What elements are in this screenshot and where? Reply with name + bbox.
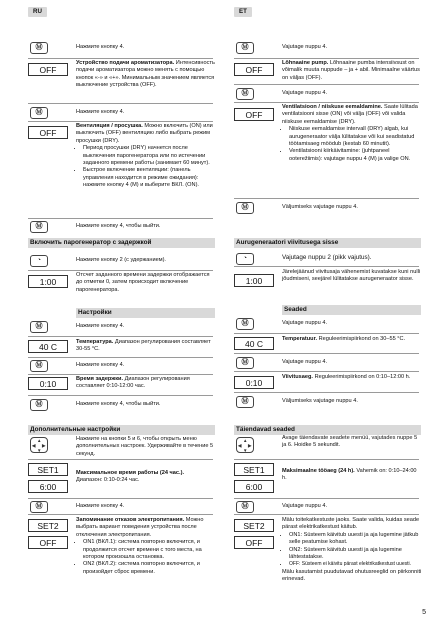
ru-settings-header: Настройки: [76, 308, 215, 318]
four-buttons-icon: ▲ ◀ ▶ ▼: [30, 437, 48, 453]
page-number: 5: [422, 608, 426, 616]
ru-step-exit: Нажмите кнопку 4, чтобы выйти.: [76, 401, 161, 407]
et-display-off: OFF: [234, 108, 274, 121]
m-button-icon: Ⓜ: [236, 318, 254, 330]
m-button-icon: Ⓜ: [236, 202, 254, 214]
ru-display-temp: 40 C: [28, 340, 68, 353]
m-button-icon: Ⓜ: [30, 321, 48, 333]
et-display-max-time: 6:00: [234, 480, 274, 493]
ru-ventilation-desc: Можно включить (ON) или выключить (OFF) вентиляцию либо выбрать режим просушки (DRY).: [76, 123, 213, 144]
ru-step-press-4: Нажмите кнопку 4.: [76, 362, 125, 368]
et-fragrance-pump-title: Lõhnaaine pump.: [282, 60, 329, 66]
ru-delay-desc: Отсчет заданного времени задержки отображается до отметки 0, затем происходит включение парогенератора.: [76, 272, 210, 293]
m-button-icon: Ⓜ: [30, 399, 48, 411]
ru-section-delay-header: Включить парогенератор с задержкой: [28, 238, 215, 248]
et-max-time-title: Maksimaalne tööaeg (24 h).: [282, 468, 355, 474]
et-display-set1: SET1: [234, 463, 274, 476]
ru-section-extra-header: Дополнительные настройки: [28, 425, 215, 435]
ru-temperature-text: [76, 339, 216, 354]
ru-display-off: OFF: [28, 63, 68, 76]
ru-max-time-desc: Диапазон: 0:10-0:24 час.: [76, 477, 140, 484]
et-temperature-title: Temperatuur.: [282, 336, 318, 342]
list-item: • ON1: Süsteem käivitub uuesti ja aja lugemine jätkub selle peatumise kohast.: [289, 532, 422, 547]
et-settings-header: Seaded: [282, 305, 421, 315]
ru-temperature-title: Температура.: [76, 339, 114, 345]
ru-step-press-4: Нажмите кнопку 4.: [76, 503, 125, 509]
ru-delay-time-title: Время задержки.: [76, 376, 124, 382]
ru-max-time-text: [76, 470, 216, 485]
ru-delay-time-desc: Диапазон регулирования составляет 0:10-12:00 час.: [76, 376, 190, 390]
ru-fragrance-pump-desc: Интенсивность подачи ароматизатора можно менять с помощью кнопок «-» и «+». Минимальным значением является выключение устройства (OFF).: [76, 60, 215, 89]
ru-display-set1: SET1: [28, 463, 68, 476]
et-power-memory-note: Mälu kasutamist puudutavad ohutusreeglid on piirkonniti erinevad.: [282, 568, 422, 582]
et-display-set2: SET2: [234, 519, 274, 532]
four-buttons-icon: ▲ ◀ ▶ ▼: [236, 437, 254, 453]
ru-column: [28, 0, 218, 631]
et-ventilation-desc: Saate lülitada ventilatsiooni sisse (ON) või välja (OFF) või valida niiskuse eemaldamise (DRY).: [282, 104, 418, 125]
list-item: [289, 561, 422, 568]
et-step-press-4: Vajutage nuppu 4.: [282, 90, 327, 96]
et-display-delay-time: 0:10: [234, 376, 274, 389]
delay-button-icon: ◔: [30, 255, 48, 267]
et-fragrance-pump-text: [282, 60, 422, 82]
ru-ventilation-text: [76, 123, 216, 189]
et-step-exit: Väljumiseks vajutage nuppu 4.: [282, 398, 358, 404]
ru-display-delay: 1:00: [28, 275, 68, 288]
m-button-icon: Ⓜ: [236, 396, 254, 408]
ru-step-press-4: Нажмите кнопку 4.: [76, 44, 125, 50]
et-display-off: OFF: [234, 536, 274, 549]
m-button-icon: Ⓜ: [30, 107, 48, 119]
ru-display-max-time: 6:00: [28, 480, 68, 493]
et-off-option-text: OFF: Süsteem ei käivitu pärast elektrikatkestust uuesti.: [289, 561, 411, 568]
ru-display-off: OFF: [28, 126, 68, 139]
et-delay-desc: Järelejäänud viivitusaja vähenemist kuvatakse kuni nulli jõudmiseni, seejärel lülitatakse aurugeneraator sisse.: [282, 269, 421, 283]
et-display-temp: 40 C: [234, 337, 274, 350]
et-delay-time-title: Viivitusaeg.: [282, 374, 313, 380]
m-button-icon: Ⓜ: [30, 42, 48, 54]
ru-extra-open-desc: Нажмите на кнопки 5 и 6, чтобы открыть меню дополнительных настроек. Удерживайте в течение 5 секунд.: [76, 436, 214, 457]
ru-fragrance-pump-title: Устройство подачи ароматизатора.: [76, 60, 175, 66]
m-button-icon: Ⓜ: [236, 42, 254, 54]
ru-temperature-desc: Диапазон регулирования составляет 30-55 °C.: [76, 339, 211, 353]
ru-step-exit: Нажмите кнопку 4, чтобы выйти.: [76, 223, 161, 229]
et-temperature-text: [282, 336, 422, 343]
et-delay-time-desc: Reguleerimispiirkond on 0:10–12:00 h.: [314, 374, 411, 380]
et-temperature-desc: Reguleerimispiirkond on 30–55 °C.: [318, 336, 406, 342]
et-ventilation-title: Ventilatsioon / niiskuse eemaldamine.: [282, 104, 383, 110]
et-step-press-2: Vajutage nuppu 2 (pikk vajutus).: [282, 254, 372, 261]
et-step-exit: Väljumiseks vajutage nuppu 4.: [282, 204, 358, 210]
et-delay-time-text: [282, 374, 422, 381]
ru-step-press-4: Нажмите кнопку 4.: [76, 109, 125, 115]
et-display-off: OFF: [234, 63, 274, 76]
ru-step-press-4: Нажмите кнопку 4.: [76, 323, 125, 329]
list-item: • ON2: Süsteem käivitub uuesti ja aja lugemine lähtestatakse.: [289, 547, 422, 562]
et-power-memory-text: [282, 517, 422, 583]
ru-ventilation-title: Вентиляция / просушка.: [76, 123, 143, 129]
m-button-icon: Ⓜ: [236, 357, 254, 369]
et-step-press-4: Vajutage nuppu 4.: [282, 503, 327, 509]
ru-max-time-title: Максимальное время работы (24 час.).: [76, 470, 185, 476]
ru-delay-time-text: [76, 376, 216, 391]
m-button-icon: Ⓜ: [30, 501, 48, 513]
et-step-press-4: Vajutage nuppu 4.: [282, 320, 327, 326]
m-button-icon: Ⓜ: [236, 501, 254, 513]
ru-display-set2: SET2: [28, 519, 68, 532]
ru-power-memory-desc: Можно выбрать вариант поведения устройства после отключения электропитания.: [76, 517, 204, 538]
ru-step-press-2: Нажмите кнопку 2 (с удержанием).: [76, 257, 166, 263]
et-step-press-4: Vajutage nuppu 4.: [282, 359, 327, 365]
lang-tag-et: ET: [234, 7, 252, 17]
ru-display-off: OFF: [28, 536, 68, 549]
list-item: • Период просушки (DRY) начнется после выключения парогенератора или по истечении заданного времени работы (занимает 60 минут).: [83, 145, 216, 167]
et-step-press-4: Vajutage nuppu 4.: [282, 44, 327, 50]
m-button-icon: Ⓜ: [30, 221, 48, 233]
m-button-icon: Ⓜ: [30, 360, 48, 372]
et-section-extra-header: Täiendavad seaded: [234, 425, 421, 435]
list-item: • ON1 (ВКЛ.1): система повторно включится, и продолжится отсчет времени с того места, на котором произошла остановка.: [83, 539, 216, 561]
list-item: • Ventilatsiooni kiirkäivitamine: (juhtpaneel ooterežiimis): vajutage nuppu 4 (M) ja valige ON.: [289, 148, 422, 163]
et-ventilation-text: [282, 104, 422, 163]
et-max-time-desc: Vahemik on: 0:10–24:00 h.: [282, 468, 417, 482]
list-item: • Быстрое включение вентиляции: (панель управления находится в режиме ожидания): нажмите кнопку 4 (M) и выберите ВКЛ. (ON).: [83, 167, 216, 189]
delay-button-icon: ◔: [236, 253, 254, 265]
et-column: [234, 0, 424, 631]
list-item: • ON2 (ВКЛ.2): система повторно включится, и произойдет сброс времени.: [83, 561, 216, 576]
et-extra-open-desc: Avage täiendavate seadete menüü, vajutades nuppe 5 ja 6. Hoidke 5 sekundit.: [282, 435, 418, 449]
m-button-icon: Ⓜ: [236, 88, 254, 100]
et-power-memory-desc: Mälu toitekatkestuste jaoks. Saate valida, kuidas seade pärast elektrikatkestust käitub.: [282, 517, 420, 531]
ru-power-memory-text: [76, 517, 216, 576]
ru-fragrance-pump-text: [76, 60, 216, 90]
et-max-time-text: [282, 468, 422, 483]
et-display-delay: 1:00: [234, 274, 274, 287]
ru-power-memory-title: Запоминание отказов электропитания.: [76, 517, 185, 523]
lang-tag-ru: RU: [28, 7, 47, 17]
et-fragrance-pump-desc: Lõhnaaine pumba intensiivsust on võimalik muuta nuppude – ja + abil. Minimaalne väärtus on väljas (OFF).: [282, 60, 420, 81]
et-section-delay-header: Aurugeneraatori viivitusega sisse: [234, 238, 421, 248]
ru-display-delay-time: 0:10: [28, 377, 68, 390]
list-item: • Niiskuse eemaldamise intervall (DRY) algab, kui aurugeneraator välja lülitatakse või kui seadistatud töötamisaeg möödub (kestab 60 minutit).: [289, 126, 422, 148]
